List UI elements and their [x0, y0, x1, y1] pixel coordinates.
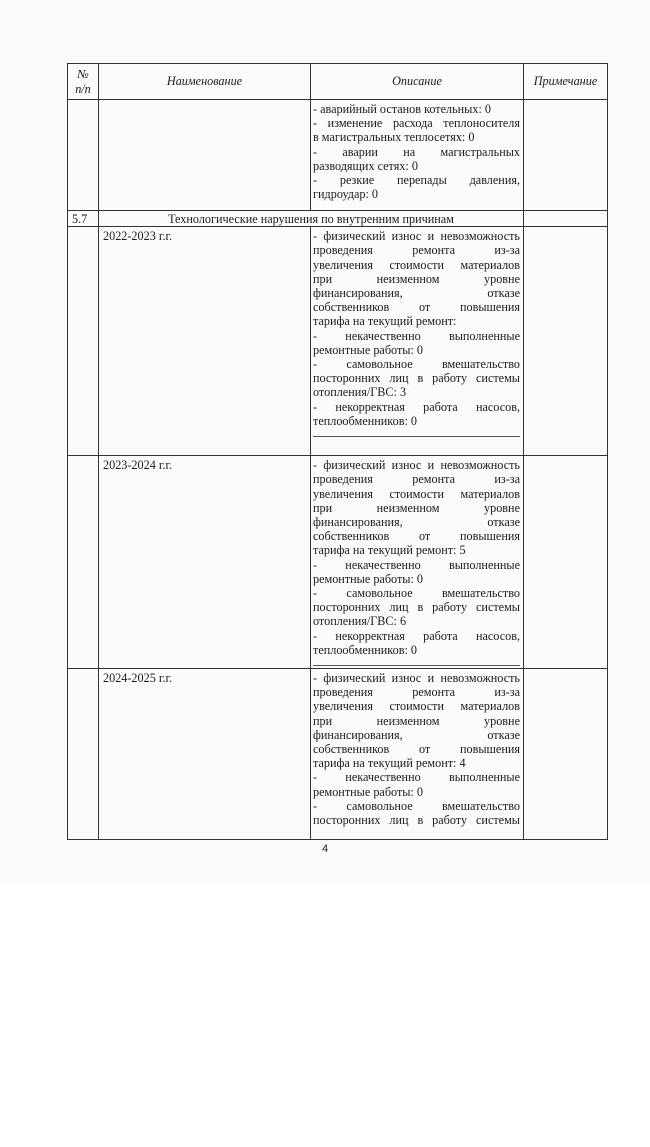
description-line: теплообменников: 0 [313, 413, 417, 428]
description-line: - аварии на магистральных [313, 144, 520, 159]
description-line: - изменение расхода теплоносителя [313, 116, 520, 131]
description-line: - физический износ и невозможность [313, 229, 520, 244]
description-line: собственников от повышения [313, 529, 520, 544]
period-name: 2022-2023 г.г. [99, 227, 311, 456]
description-line: - самовольное вмешательство [313, 357, 520, 372]
cell-note [524, 669, 608, 840]
description-line: увеличения стоимости материалов [313, 699, 520, 714]
cell-description [311, 100, 524, 211]
header-description: Описание [311, 64, 524, 100]
header-name: Наименование [99, 64, 311, 100]
cell-num [68, 456, 99, 669]
description-line: собственников от повышения [313, 742, 520, 757]
description-line: разводящих сетях: 0 [313, 158, 418, 173]
table-header-row [68, 64, 608, 100]
description-line: теплообменников: 0 [313, 642, 417, 657]
section-title: Технологические нарушения по внутренним причинам [99, 211, 524, 227]
table-row-period-3 [68, 669, 608, 840]
cell-note [524, 456, 608, 669]
cell-note [524, 227, 608, 456]
description-line: - физический износ и невозможность [313, 458, 520, 473]
table-row-period-2 [68, 456, 608, 669]
description-line: - аварийный останов котельных: 0 [313, 102, 491, 116]
table-row-period-1 [68, 227, 608, 456]
cell-name [99, 100, 311, 211]
description-line: проведения ремонта из-за [313, 472, 520, 487]
description-line: - некорректная работа насосов, [313, 399, 520, 414]
description-line: увеличения стоимости материалов [313, 486, 520, 501]
description-line: тарифа на текущий ремонт: 4 [313, 756, 466, 771]
description-line: финансирования, отказе [313, 286, 520, 301]
header-num: № п/п [68, 64, 99, 100]
description-line: - физический износ и невозможность [313, 671, 520, 686]
cell-num [68, 100, 99, 211]
description-line: ремонтные работы: 0 [313, 571, 424, 586]
events-table [67, 63, 608, 840]
table-row-continuation [68, 100, 608, 211]
description-line: ремонтные работы: 0 [313, 342, 424, 357]
description-line: отопления/ГВС: 3 [313, 385, 407, 400]
description-line: при неизменном уровне [313, 713, 520, 728]
description-line: посторонних лиц в работу системы [313, 371, 520, 386]
description-line: тарифа на текущий ремонт: [313, 314, 457, 329]
description-line: проведения ремонта из-за [313, 685, 520, 700]
description-line: увеличения стоимости материалов [313, 257, 520, 272]
cell-description [311, 456, 524, 669]
description-line: - некачественно выполненные [313, 328, 520, 343]
description-line: - некорректная работа насосов, [313, 628, 520, 643]
cell-num [68, 227, 99, 456]
page-number: 4 [321, 843, 329, 855]
description-line: - некачественно выполненные [313, 770, 520, 785]
description-line: посторонних лиц в работу системы [313, 813, 520, 828]
description-line: отопления/ГВС: 6 [313, 614, 407, 629]
description-line: собственников от повышения [313, 300, 520, 315]
cell-note [524, 100, 608, 211]
cell-description [311, 669, 524, 840]
description-line: ремонтные работы: 0 [313, 784, 424, 799]
line-separator [313, 436, 520, 437]
header-note: Примечание [524, 64, 608, 100]
description-line: гидроудар: 0 [313, 187, 379, 202]
description-line: - некачественно выполненные [313, 557, 520, 572]
period-name: 2023-2024 г.г. [99, 456, 311, 669]
description-line: - резкие перепады давления, [313, 173, 520, 188]
line-separator [313, 665, 520, 666]
cell-num [68, 669, 99, 840]
cell-note [524, 211, 608, 227]
description-line: тарифа на текущий ремонт: 5 [313, 543, 466, 558]
cell-description [311, 227, 524, 456]
description-line: финансирования, отказе [313, 515, 520, 530]
description-line: финансирования, отказе [313, 727, 520, 742]
description-line: при неизменном уровне [313, 271, 520, 286]
description-line: - самовольное вмешательство [313, 798, 520, 813]
description-line: при неизменном уровне [313, 500, 520, 515]
description-line: проведения ремонта из-за [313, 243, 520, 258]
section-row [68, 211, 608, 227]
description-line: - самовольное вмешательство [313, 586, 520, 601]
period-name: 2024-2025 г.г. [99, 669, 311, 840]
description-line: в магистральных теплосетях: 0 [313, 130, 475, 145]
section-number: 5.7 [68, 211, 99, 227]
description-line: посторонних лиц в работу системы [313, 600, 520, 615]
